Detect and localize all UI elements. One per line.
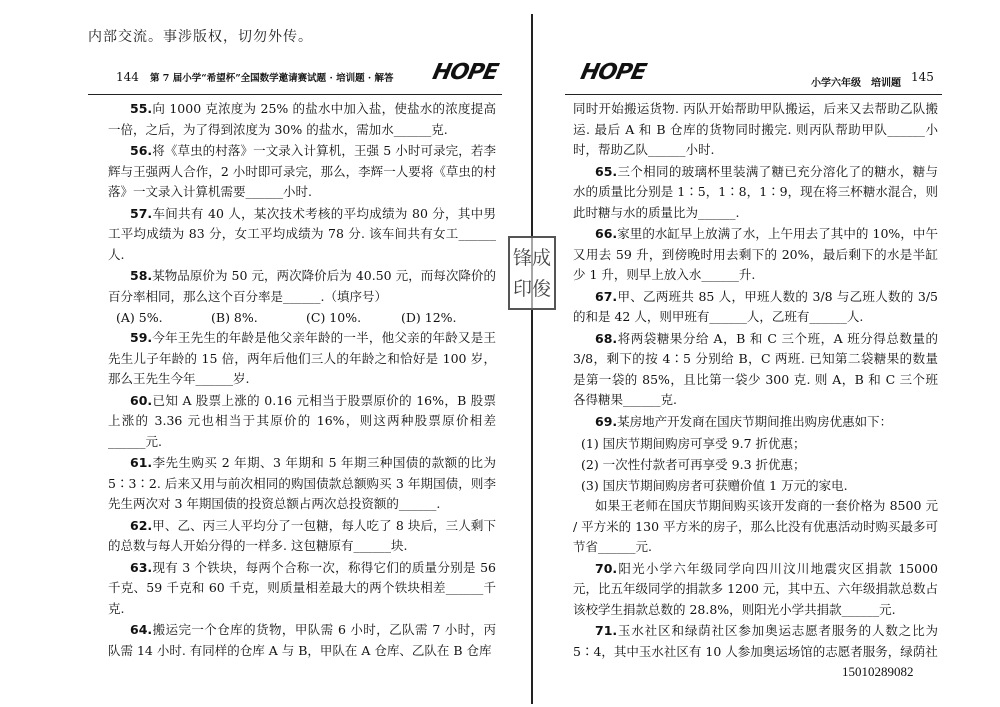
question: 70.阳光小学六年级同学向四川汶川地震灾区捐款 15000 元，比五年级同学的捐款多 1200 元，其中五、六年级捐款总数占该校学生捐款总数的 28.8%，则阳光小学共捐款______元.	[573, 560, 938, 617]
hope-logo-icon: HOPE	[430, 60, 500, 85]
q58-options	[108, 308, 496, 328]
question: 62.甲、乙、丙三人平均分了一包糖，每人吃了 8 块后，三人剩下的总数与每人开始分得的一样多. 这包糖原有______块.	[108, 517, 496, 553]
right-header-title: 小学六年级 培训题	[811, 78, 901, 89]
question: 64.搬运完一个仓库的货物，甲队需 6 小时，乙队需 7 小时，丙队需 14 小时. 有同样的仓库 A 与 B，甲队在 A 仓库、乙队在 B 仓库	[108, 622, 496, 658]
question: 60.已知 A 股票上涨的 0.16 元相当于股票原价的 16%，B 股票上涨的 3.36 元也相当于其原价的 16%，则这两种股票原价相差______元.	[108, 392, 496, 449]
right-header	[565, 58, 942, 95]
left-page	[88, 58, 502, 703]
q69-item: (3) 国庆节期间购房者可获赠价值 1 万元的家电.	[581, 478, 848, 493]
question: 66.家里的水缸早上放满了水，上午用去了其中的 10%，中午又用去 59 升，到傍晚时用去剩下的 20%，最后剩下的水是半缸少 1 升，则早上放入水______升.	[573, 226, 938, 282]
question: 59.今年王先生的年龄是他父亲年龄的一半，他父亲的年龄又是王先生儿子年龄的 15 倍，两年后他们三人的年龄之和恰好是 100 岁，那么王先生今年______岁.	[108, 330, 496, 386]
left-page-number: 144	[116, 70, 139, 84]
q69-items	[573, 433, 938, 496]
question: 57.车间共有 40 人，某次技术考核的平均成绩为 80 分，其中男工平均成绩为 83 分，女工平均成绩为 78 分. 该车间共有女工______人.	[108, 205, 496, 262]
phone-number: 15010289082	[842, 664, 914, 679]
option-d: (D) 12%.	[401, 310, 457, 325]
question: 71.玉水社区和绿荫社区参加奥运志愿者服务的人数之比为 5∶4，其中玉水社区有 10 人参加奥运场馆的志愿者服务，绿荫社	[573, 623, 938, 659]
option-a: (A) 5%.	[116, 310, 163, 325]
book-spine	[531, 14, 533, 704]
q69-tail: 如果王老师在国庆节期间购买该开发商的一套价格为 8500 元 / 平方米的 130 平方米的房子，那么比没有优惠活动时购买最多可节省______元.	[573, 498, 938, 554]
question: 56.将《草虫的村落》一文录入计算机，王强 5 小时可录完，若李辉与王强两人合作，2 小时即可录完，那么，李辉一人要将《草虫的村落》一文录入计算机需要______小时.	[108, 143, 496, 199]
question: 63.现有 3 个铁块，每两个合称一次，称得它们的质量分别是 56 千克、59 千克和 60 千克，则质量相差最大的两个铁块相差______千克.	[108, 559, 496, 616]
question: 65.三个相同的玻璃杯里装满了糖已充分溶化了的糖水，糖与水的质量比分别是 1∶5，1∶8，1∶9，现在将三杯糖水混合，则此时糖与水的质量比为______.	[573, 163, 938, 220]
option-c: (C) 10%.	[306, 310, 362, 325]
left-header-title: 第 7 届小学“希望杯”全国数学邀请赛试题 · 培训题 · 解答	[150, 73, 394, 84]
q69-item: (1) 国庆节期间购房可享受 9.7 折优惠；	[581, 436, 806, 451]
option-b: (B) 8%.	[211, 310, 258, 325]
right-page-number: 145	[911, 70, 934, 84]
right-page	[565, 58, 942, 703]
question: 69.某房地产开发商在国庆节期间推出购房优惠如下：	[595, 413, 893, 429]
question: 58.某物品原价为 50 元，两次降价后为 40.50 元，而每次降价的百分率相同，那么这个百分率是______.（填序号）	[108, 268, 496, 304]
question: 67.甲、乙两班共 85 人，甲班人数的 3/8 与乙班人数的 3/5 的和是 42 人，则甲班有______人，乙班有______人.	[573, 288, 938, 324]
question: 68.将两袋糖果分给 A，B 和 C 三个班，A 班分得总数量的 3/8，剩下的按 4∶5 分别给 B，C 两班. 已知第二袋糖果的数量是第一袋的 85%，且比第一袋少 300 克. 则 A，B 和 C 三个班各得糖果______克.	[573, 330, 938, 407]
left-header	[88, 58, 502, 95]
left-page-body	[88, 95, 502, 661]
right-page-body	[565, 95, 942, 662]
seal-stamp: 锋 成 印 俊	[508, 236, 556, 310]
question: 55.向 1000 克浓度为 25% 的盐水中加入盐，使盐水的浓度提高一倍，之后，为了得到浓度为 30% 的盐水，需加水______克.	[108, 101, 496, 137]
hope-logo-icon: HOPE	[578, 60, 648, 85]
question-continuation: 同时开始搬运货物. 丙队开始帮助甲队搬运，后来又去帮助乙队搬运. 最后 A 和 B 仓库的货物同时搬完. 则丙队帮助甲队______小时，帮助乙队______小时.	[573, 101, 938, 157]
question: 61.李先生购买 2 年期、3 年期和 5 年期三种国债的款额的比为 5∶3∶2. 后来又用与前次相同的购国债款总额购买 3 年期国债，则李先生两次对 3 年期国债的投资总额占两次总投资额的______.	[108, 455, 496, 511]
top-note: 内部交流。事涉版权，切勿外传。	[88, 29, 313, 45]
q69-item: (2) 一次性付款者可再享受 9.3 折优惠；	[581, 457, 806, 472]
